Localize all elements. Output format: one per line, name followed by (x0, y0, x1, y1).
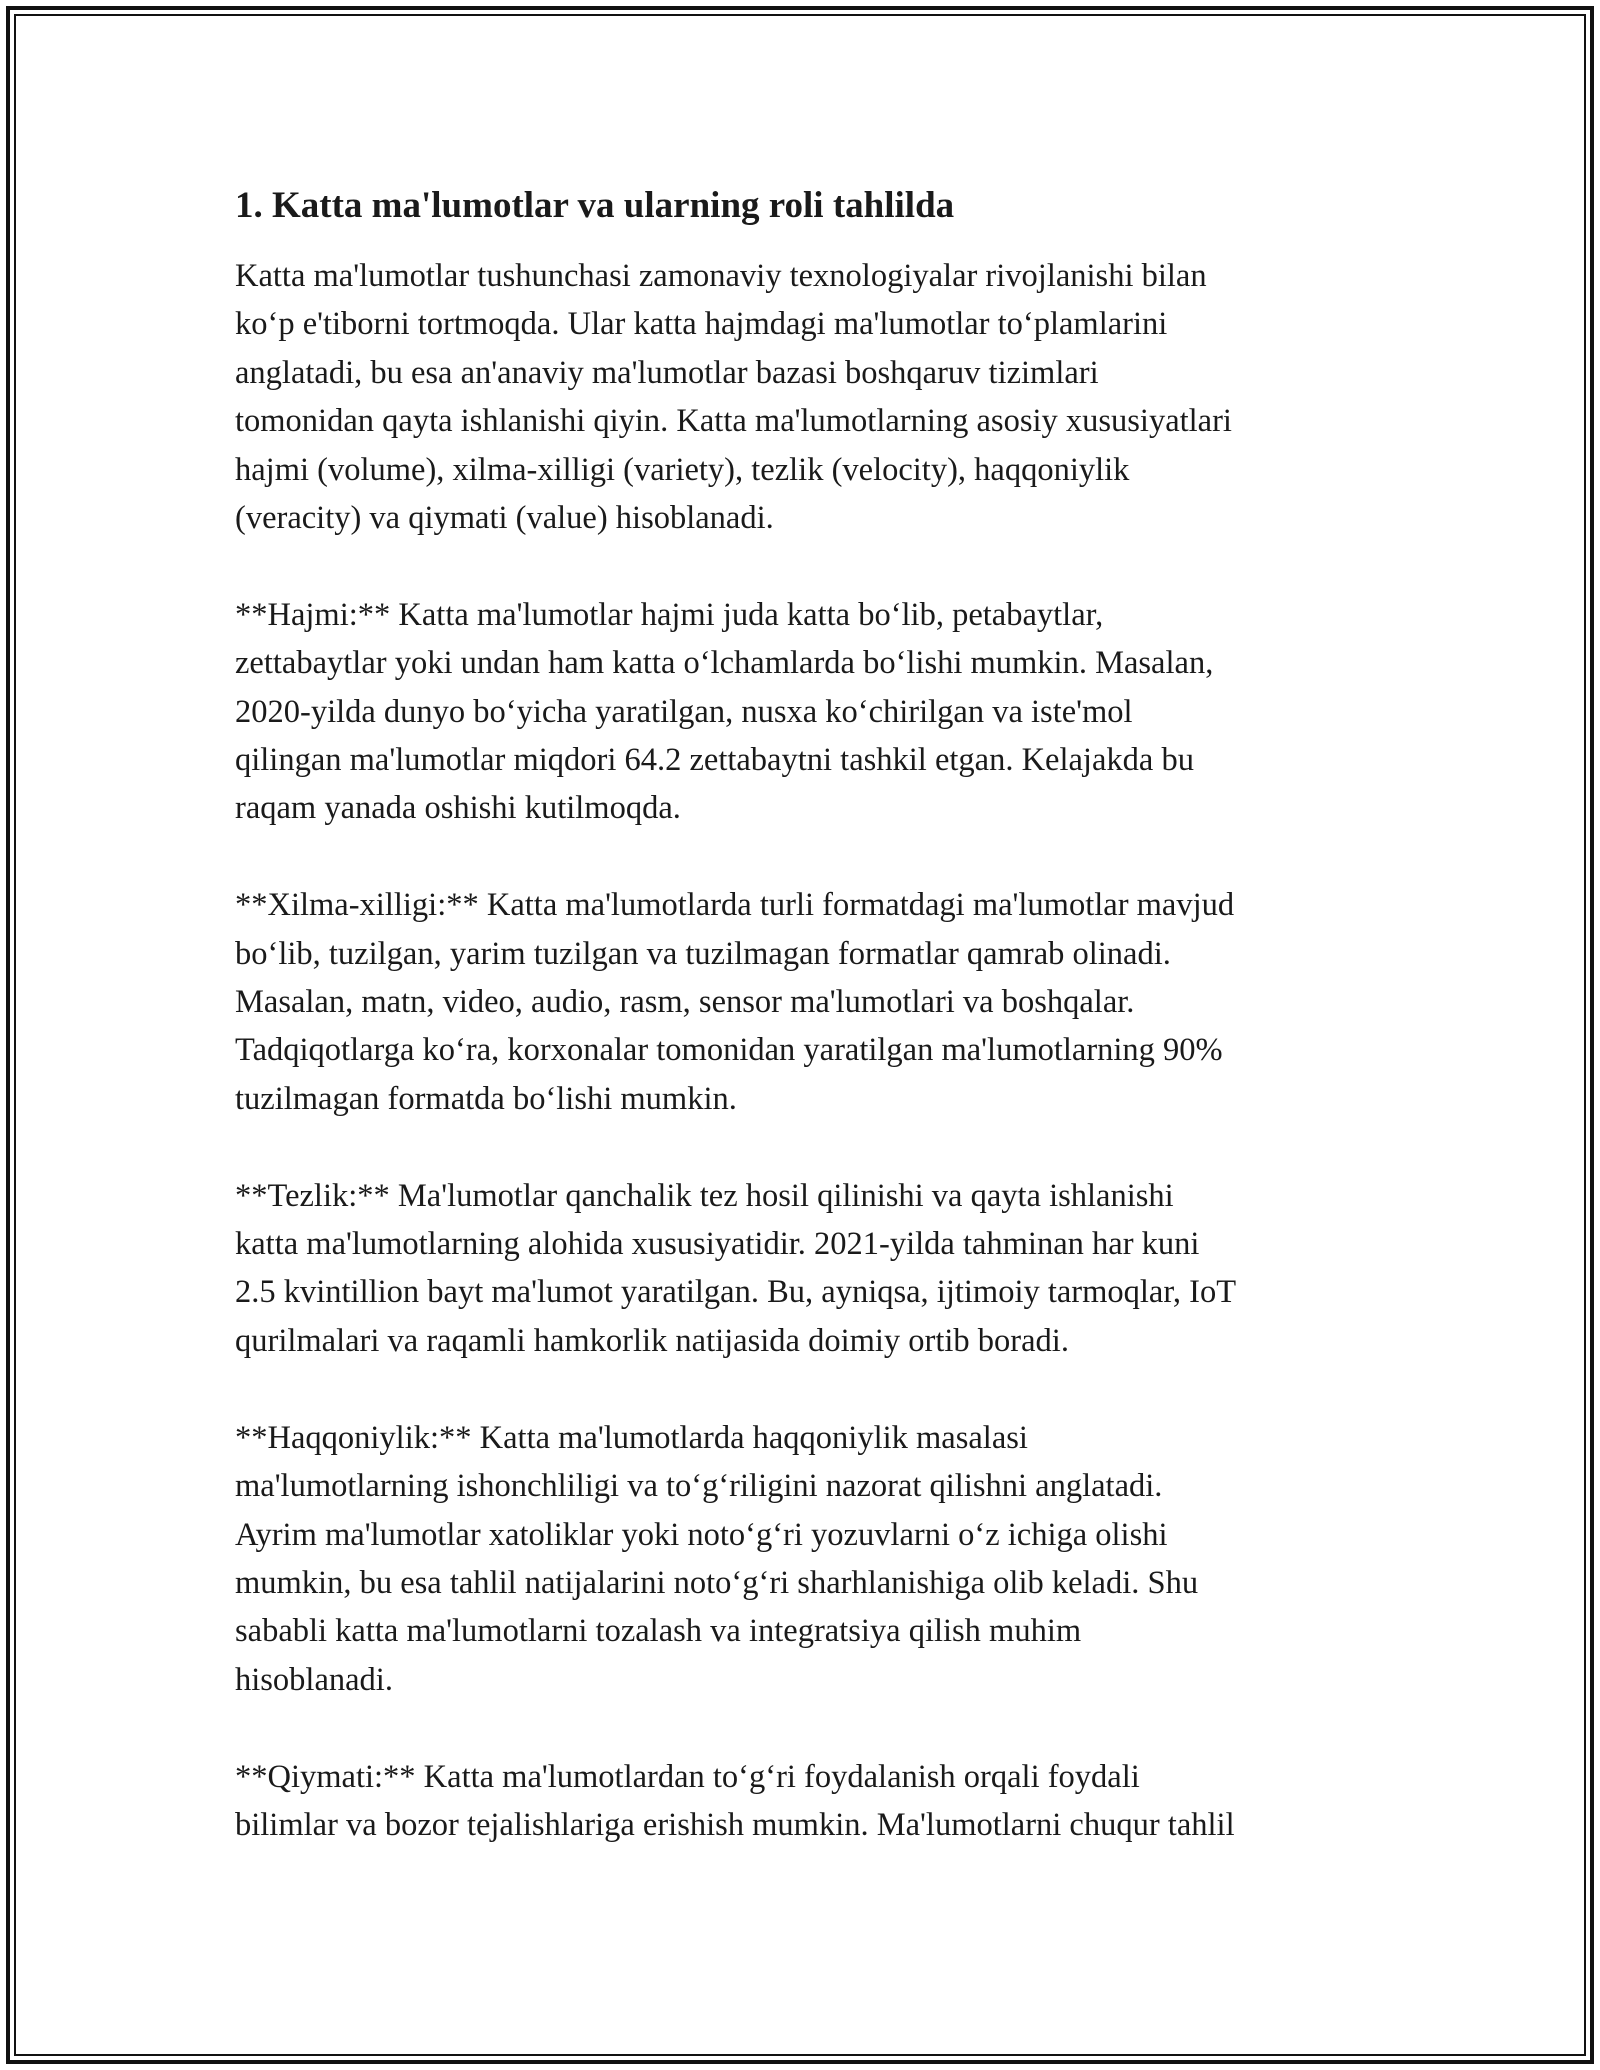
paragraph-variety: **Xilma-xilligi:** Katta ma'lumotlarda turli formatdagi ma'lumotlar mavjud boʻlib, tuzilgan, yarim tuzilgan va tuzilmagan formatlar qamrab olinadi. Masalan, matn, video, audio, rasm, sensor ma'lumotlari va boshqalar. Tadqiqotlarga koʻra, korxonalar tomonidan yaratilgan ma'lumotlarning 90% tuzilmagan formatda boʻlishi mumkin. (235, 887, 1235, 1117)
paragraph-intro: Katta ma'lumotlar tushunchasi zamonaviy texnologiyalar rivojlanishi bilan koʻp e'tiborni tortmoqda. Ular katta hajmdagi ma'lumotlar toʻplamlarini anglatadi, bu esa an'anaviy ma'lumotlar bazasi boshqaruv tizimlari tomonidan qayta ishlanishi qiyin. Katta ma'lumotlarning asosiy xususiyatlari hajmi (volume), xilma-xilligi (variety), tezlik (velocity), haqqoniylik (veracity) va qiymati (value) hisoblanadi. (235, 258, 1232, 537)
paragraph-velocity: **Tezlik:** Ma'lumotlar qanchalik tez hosil qilinishi va qayta ishlanishi katta ma'lumotlarning alohida xususiyatidir. 2021-yilda tahminan har kuni 2.5 kvintillion bayt ma'lumot yaratilgan. Bu, ayniqsa, ijtimoiy tarmoqlar, IoT qurilmalari va raqamli hamkorlik natijasida doimiy ortib boradi. (235, 1177, 1237, 1359)
paragraph-volume: **Hajmi:** Katta ma'lumotlar hajmi juda katta boʻlib, petabaytlar, zettabaytlar yoki undan ham katta oʻlchamlarda boʻlishi mumkin. Masalan, 2020-yilda dunyo boʻyicha yaratilgan, nusxa koʻchirilgan va iste'mol qilingan ma'lumotlar miqdori 64.2 zettabaytni tashkil etgan. Kelajakda bu raqam yanada oshishi kutilmoqda. (235, 596, 1214, 827)
document-body (235, 182, 1385, 1898)
paragraph-value: **Qiymati:** Katta ma'lumotlardan toʻgʻri foydalanish orqali foydali bilimlar va bozor tejalishlariga erishish mumkin. Ma'lumotlarni chuqur tahlil (235, 1758, 1235, 1843)
section-heading: 1. Katta ma'lumotlar va ularning roli tahlilda (235, 185, 955, 226)
paragraph-veracity: **Haqqoniylik:** Katta ma'lumotlarda haqqoniylik masalasi ma'lumotlarning ishonchliligi va toʻgʻriligini nazorat qilishni anglatadi. Ayrim ma'lumotlar xatoliklar yoki notoʻgʻri yozuvlarni oʻz ichiga olishi mumkin, bu esa tahlil natijalarini notoʻgʻri sharhlanishiga olib keladi. Shu sababli katta ma'lumotlarni tozalash va integratsiya qilish muhim hisoblanadi. (235, 1419, 1199, 1698)
